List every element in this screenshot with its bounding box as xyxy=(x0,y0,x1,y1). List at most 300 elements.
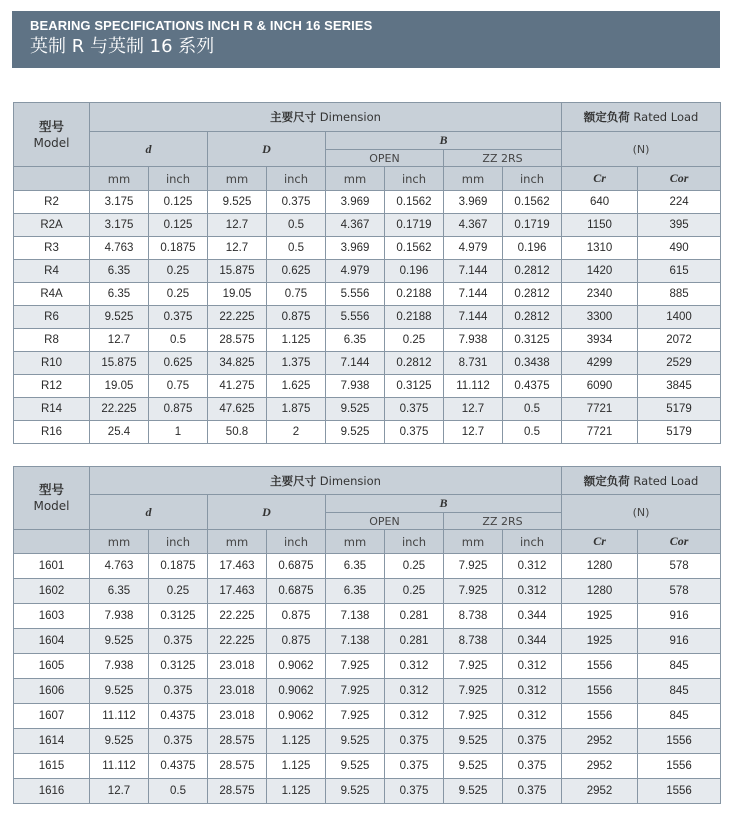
table-cell: 3.969 xyxy=(326,191,385,214)
dimension-label-cn: 主要尺寸 xyxy=(270,473,317,488)
rated-load-header xyxy=(562,103,721,132)
table-cell: 0.25 xyxy=(385,579,444,604)
banner-title-english: BEARING SPECIFICATIONS INCH R & INCH 16 SERIES xyxy=(30,18,373,33)
table-cell: 0.9062 xyxy=(267,704,326,729)
table-cell: 0.25 xyxy=(149,283,208,306)
model-cell: R4A xyxy=(14,283,90,306)
cor-header: Cor xyxy=(638,167,721,191)
table-cell: 3300 xyxy=(562,306,638,329)
table-cell: 1420 xyxy=(562,260,638,283)
table-cell: 5.556 xyxy=(326,306,385,329)
table-cell: 6090 xyxy=(562,375,638,398)
bore-d-header: d xyxy=(90,132,208,167)
table-cell: 12.7 xyxy=(90,329,149,352)
table-cell: 17.463 xyxy=(208,579,267,604)
table-cell: 15.875 xyxy=(90,352,149,375)
table-cell: 7.938 xyxy=(326,375,385,398)
table-cell: 0.625 xyxy=(149,352,208,375)
unit-mm: mm xyxy=(326,167,385,191)
table-cell: 0.312 xyxy=(385,654,444,679)
table-cell: 224 xyxy=(638,191,721,214)
table-cell: 0.625 xyxy=(267,260,326,283)
table-cell: 0.2188 xyxy=(385,306,444,329)
table-cell: 0.2812 xyxy=(385,352,444,375)
table-cell: 0.375 xyxy=(149,306,208,329)
table-cell: 3934 xyxy=(562,329,638,352)
table-cell: 1556 xyxy=(562,704,638,729)
table-cell: 11.112 xyxy=(444,375,503,398)
table-row xyxy=(14,398,721,421)
table-cell: 0.1719 xyxy=(385,214,444,237)
table-cell: 6.35 xyxy=(326,579,385,604)
zz-2rs-header: ZZ 2RS xyxy=(444,513,562,530)
model-label-en: Model xyxy=(33,499,70,513)
table-cell: 34.825 xyxy=(208,352,267,375)
table-cell: 0.875 xyxy=(149,398,208,421)
model-label-cn: 型号 xyxy=(38,118,64,134)
model-cell: 1604 xyxy=(14,629,90,654)
table-cell: 0.3125 xyxy=(149,604,208,629)
table-cell: 9.525 xyxy=(90,729,149,754)
rated-load-label-cn: 额定负荷 xyxy=(583,473,630,488)
model-cell: 1614 xyxy=(14,729,90,754)
unit-spacer xyxy=(14,530,90,554)
table-cell: 0.1562 xyxy=(385,191,444,214)
table-row xyxy=(14,704,721,729)
dimension-header xyxy=(90,467,562,495)
cor-header: Cor xyxy=(638,530,721,554)
table-cell: 5179 xyxy=(638,398,721,421)
table-cell: 9.525 xyxy=(326,421,385,444)
table-cell: 7.925 xyxy=(326,704,385,729)
table-cell: 0.4375 xyxy=(149,704,208,729)
table-cell: 0.5 xyxy=(267,237,326,260)
unit-inch: inch xyxy=(503,167,562,191)
unit-inch: inch xyxy=(149,167,208,191)
table-cell: 2952 xyxy=(562,754,638,779)
table-cell: 9.525 xyxy=(444,779,503,804)
table-row xyxy=(14,554,721,579)
table-cell: 1280 xyxy=(562,554,638,579)
table-row xyxy=(14,191,721,214)
table-cell: 0.125 xyxy=(149,214,208,237)
table-cell: 1925 xyxy=(562,604,638,629)
table-cell: 4.367 xyxy=(444,214,503,237)
table-row xyxy=(14,654,721,679)
table-cell: 0.25 xyxy=(149,260,208,283)
dimension-label-cn: 主要尺寸 xyxy=(270,110,317,124)
table-cell: 0.375 xyxy=(267,191,326,214)
bore-d-header: d xyxy=(90,495,208,530)
table-cell: 0.375 xyxy=(503,754,562,779)
table-cell: 0.3125 xyxy=(385,375,444,398)
table-cell: 0.375 xyxy=(149,629,208,654)
load-unit-header: (N) xyxy=(562,132,721,167)
model-cell: R2 xyxy=(14,191,90,214)
table-cell: 1556 xyxy=(638,754,721,779)
table-cell: 28.575 xyxy=(208,329,267,352)
table-cell: 41.275 xyxy=(208,375,267,398)
table-cell: 4.763 xyxy=(90,237,149,260)
table-cell: 0.281 xyxy=(385,629,444,654)
dimension-label-en: Dimension xyxy=(319,110,381,124)
table-cell: 25.4 xyxy=(90,421,149,444)
load-unit-header: (N) xyxy=(562,495,721,530)
table-cell: 0.375 xyxy=(385,398,444,421)
table-row xyxy=(14,421,721,444)
table-cell: 0.312 xyxy=(503,554,562,579)
table-cell: 7.938 xyxy=(444,329,503,352)
table-cell: 0.2812 xyxy=(503,306,562,329)
table-row xyxy=(14,260,721,283)
table-cell: 2340 xyxy=(562,283,638,306)
table-cell: 23.018 xyxy=(208,679,267,704)
table-cell: 0.1562 xyxy=(503,191,562,214)
open-header: OPEN xyxy=(326,513,444,530)
table-cell: 0.375 xyxy=(385,754,444,779)
r-series-table xyxy=(13,102,721,444)
table-cell: 0.375 xyxy=(385,779,444,804)
table-cell: 6.35 xyxy=(90,260,149,283)
table-cell: 1556 xyxy=(638,779,721,804)
table-cell: 2 xyxy=(267,421,326,444)
table-cell: 845 xyxy=(638,654,721,679)
table-cell: 12.7 xyxy=(444,398,503,421)
table-cell: 9.525 xyxy=(90,306,149,329)
unit-inch: inch xyxy=(149,530,208,554)
table-cell: 12.7 xyxy=(90,779,149,804)
table-cell: 9.525 xyxy=(208,191,267,214)
table-cell: 3.175 xyxy=(90,214,149,237)
table-cell: 2072 xyxy=(638,329,721,352)
table-cell: 0.375 xyxy=(149,729,208,754)
table-row xyxy=(14,237,721,260)
model-cell: R8 xyxy=(14,329,90,352)
table-cell: 0.875 xyxy=(267,629,326,654)
table-cell: 1.625 xyxy=(267,375,326,398)
model-label-cn: 型号 xyxy=(38,482,64,497)
table-cell: 7.144 xyxy=(444,283,503,306)
table-cell: 15.875 xyxy=(208,260,267,283)
table-cell: 0.5 xyxy=(149,779,208,804)
table-cell: 4299 xyxy=(562,352,638,375)
table-cell: 916 xyxy=(638,629,721,654)
table-cell: 0.75 xyxy=(149,375,208,398)
table-cell: 0.1875 xyxy=(149,237,208,260)
table-cell: 7721 xyxy=(562,398,638,421)
table-cell: 9.525 xyxy=(326,779,385,804)
table-cell: 0.1719 xyxy=(503,214,562,237)
model-cell: 1602 xyxy=(14,579,90,604)
model-cell: 1607 xyxy=(14,704,90,729)
banner-title-chinese: 英制 R 与英制 16 系列 xyxy=(30,36,215,57)
table-cell: 9.525 xyxy=(326,398,385,421)
table-cell: 22.225 xyxy=(208,306,267,329)
table-cell: 0.25 xyxy=(149,579,208,604)
table-row xyxy=(14,604,721,629)
dimension-label-en: Dimension xyxy=(319,473,381,488)
model-cell: R14 xyxy=(14,398,90,421)
table-cell: 0.1875 xyxy=(149,554,208,579)
table-cell: 4.763 xyxy=(90,554,149,579)
table-row xyxy=(14,306,721,329)
table-cell: 615 xyxy=(638,260,721,283)
table-cell: 9.525 xyxy=(444,754,503,779)
table-cell: 0.5 xyxy=(503,398,562,421)
table-cell: 0.5 xyxy=(149,329,208,352)
table-cell: 12.7 xyxy=(208,237,267,260)
table-cell: 7.138 xyxy=(326,604,385,629)
table-cell: 7.925 xyxy=(444,704,503,729)
table-cell: 0.1562 xyxy=(385,237,444,260)
table-row xyxy=(14,779,721,804)
table-cell: 1.125 xyxy=(267,754,326,779)
model-label-en: Model xyxy=(33,135,70,150)
model-cell: 1601 xyxy=(14,554,90,579)
16-series-table xyxy=(13,466,721,804)
outer-D-header: D xyxy=(208,495,326,530)
table-cell: 578 xyxy=(638,554,721,579)
table-cell: 7.925 xyxy=(444,654,503,679)
cr-header: Cr xyxy=(562,530,638,554)
table-cell: 1310 xyxy=(562,237,638,260)
table-cell: 7.938 xyxy=(90,604,149,629)
model-header xyxy=(14,103,90,167)
table-cell: 12.7 xyxy=(444,421,503,444)
table-cell: 6.35 xyxy=(90,283,149,306)
table-cell: 0.312 xyxy=(503,579,562,604)
table-cell: 23.018 xyxy=(208,654,267,679)
table-cell: 3.969 xyxy=(444,191,503,214)
table-cell: 1925 xyxy=(562,629,638,654)
table-cell: 0.2188 xyxy=(385,283,444,306)
model-cell: 1603 xyxy=(14,604,90,629)
table-row xyxy=(14,214,721,237)
table-cell: 7.138 xyxy=(326,629,385,654)
table-cell: 47.625 xyxy=(208,398,267,421)
table-row xyxy=(14,754,721,779)
zz-2rs-header: ZZ 2RS xyxy=(444,150,562,167)
table-row xyxy=(14,679,721,704)
outer-D-header: D xyxy=(208,132,326,167)
table-cell: 0.375 xyxy=(503,779,562,804)
table-cell: 0.125 xyxy=(149,191,208,214)
model-cell: R2A xyxy=(14,214,90,237)
table-cell: 8.738 xyxy=(444,604,503,629)
table-cell: 1556 xyxy=(562,679,638,704)
table-cell: 578 xyxy=(638,579,721,604)
model-cell: 1606 xyxy=(14,679,90,704)
table-cell: 0.281 xyxy=(385,604,444,629)
table-cell: 916 xyxy=(638,604,721,629)
table-cell: 0.9062 xyxy=(267,654,326,679)
table-cell: 12.7 xyxy=(208,214,267,237)
table-cell: 0.312 xyxy=(503,679,562,704)
table-cell: 6.35 xyxy=(326,329,385,352)
unit-spacer xyxy=(14,167,90,191)
table-cell: 6.35 xyxy=(90,579,149,604)
rated-load-label-en: Rated Load xyxy=(633,473,699,488)
width-B-header: B xyxy=(326,132,562,150)
rated-load-label-cn: 额定负荷 xyxy=(583,110,630,124)
model-cell: R4 xyxy=(14,260,90,283)
table-cell: 1.875 xyxy=(267,398,326,421)
table-cell: 1280 xyxy=(562,579,638,604)
unit-mm: mm xyxy=(326,530,385,554)
table-cell: 2952 xyxy=(562,729,638,754)
model-cell: 1605 xyxy=(14,654,90,679)
model-header xyxy=(14,467,90,530)
unit-inch: inch xyxy=(385,530,444,554)
table-cell: 11.112 xyxy=(90,754,149,779)
table-cell: 0.3125 xyxy=(149,654,208,679)
table-cell: 1556 xyxy=(638,729,721,754)
model-cell: R3 xyxy=(14,237,90,260)
unit-mm: mm xyxy=(208,530,267,554)
table-cell: 3845 xyxy=(638,375,721,398)
table-cell: 0.375 xyxy=(385,421,444,444)
table-cell: 2952 xyxy=(562,779,638,804)
table-cell: 8.731 xyxy=(444,352,503,375)
table-cell: 0.312 xyxy=(385,679,444,704)
table-cell: 4.979 xyxy=(326,260,385,283)
table-cell: 0.875 xyxy=(267,604,326,629)
table-cell: 1556 xyxy=(562,654,638,679)
table-cell: 0.3125 xyxy=(503,329,562,352)
table-cell: 0.312 xyxy=(503,704,562,729)
table-cell: 4.367 xyxy=(326,214,385,237)
table-cell: 1 xyxy=(149,421,208,444)
r-series-body xyxy=(14,191,721,444)
table-cell: 0.25 xyxy=(385,554,444,579)
table-cell: 9.525 xyxy=(326,754,385,779)
table-cell: 4.979 xyxy=(444,237,503,260)
table-cell: 28.575 xyxy=(208,729,267,754)
model-cell: R6 xyxy=(14,306,90,329)
table-cell: 845 xyxy=(638,704,721,729)
width-B-header: B xyxy=(326,495,562,513)
table-row xyxy=(14,579,721,604)
table-cell: 2529 xyxy=(638,352,721,375)
table-cell: 9.525 xyxy=(444,729,503,754)
table-cell: 0.375 xyxy=(503,729,562,754)
table-cell: 0.196 xyxy=(503,237,562,260)
table-cell: 11.112 xyxy=(90,704,149,729)
table-cell: 0.3438 xyxy=(503,352,562,375)
unit-inch: inch xyxy=(385,167,444,191)
table-cell: 22.225 xyxy=(208,629,267,654)
table-cell: 7.144 xyxy=(444,260,503,283)
table-cell: 9.525 xyxy=(326,729,385,754)
table-row xyxy=(14,729,721,754)
table-row xyxy=(14,352,721,375)
table-cell: 7.144 xyxy=(326,352,385,375)
table-cell: 0.2812 xyxy=(503,283,562,306)
table-cell: 395 xyxy=(638,214,721,237)
model-cell: 1615 xyxy=(14,754,90,779)
table-cell: 885 xyxy=(638,283,721,306)
unit-inch: inch xyxy=(267,530,326,554)
table-cell: 7.938 xyxy=(90,654,149,679)
table-cell: 23.018 xyxy=(208,704,267,729)
table-cell: 1.375 xyxy=(267,352,326,375)
table-cell: 0.344 xyxy=(503,604,562,629)
page-banner xyxy=(12,11,720,68)
table-cell: 19.05 xyxy=(90,375,149,398)
table-cell: 22.225 xyxy=(208,604,267,629)
rated-load-header xyxy=(562,467,721,495)
model-cell: 1616 xyxy=(14,779,90,804)
dimension-header xyxy=(90,103,562,132)
table-cell: 7.925 xyxy=(326,679,385,704)
table-row xyxy=(14,629,721,654)
table-cell: 28.575 xyxy=(208,779,267,804)
table-cell: 0.312 xyxy=(385,704,444,729)
cr-header: Cr xyxy=(562,167,638,191)
table-cell: 9.525 xyxy=(90,629,149,654)
table-cell: 50.8 xyxy=(208,421,267,444)
table-cell: 0.25 xyxy=(385,329,444,352)
16-series-body xyxy=(14,554,721,804)
table-cell: 0.875 xyxy=(267,306,326,329)
unit-inch: inch xyxy=(267,167,326,191)
table-row xyxy=(14,329,721,352)
table-cell: 7721 xyxy=(562,421,638,444)
table-cell: 0.196 xyxy=(385,260,444,283)
table-cell: 0.5 xyxy=(503,421,562,444)
table-cell: 7.925 xyxy=(326,654,385,679)
unit-mm: mm xyxy=(208,167,267,191)
unit-inch: inch xyxy=(503,530,562,554)
table-row xyxy=(14,375,721,398)
table-cell: 1.125 xyxy=(267,729,326,754)
table-cell: 0.9062 xyxy=(267,679,326,704)
table-cell: 0.4375 xyxy=(149,754,208,779)
table-cell: 1400 xyxy=(638,306,721,329)
table-cell: 0.6875 xyxy=(267,554,326,579)
table-cell: 8.738 xyxy=(444,629,503,654)
table-cell: 19.05 xyxy=(208,283,267,306)
table-row xyxy=(14,283,721,306)
table-cell: 490 xyxy=(638,237,721,260)
table-cell: 845 xyxy=(638,679,721,704)
table-cell: 22.225 xyxy=(90,398,149,421)
table-cell: 0.312 xyxy=(503,654,562,679)
table-cell: 0.2812 xyxy=(503,260,562,283)
table-cell: 1.125 xyxy=(267,329,326,352)
table-cell: 1.125 xyxy=(267,779,326,804)
open-header: OPEN xyxy=(326,150,444,167)
table-cell: 0.344 xyxy=(503,629,562,654)
table-cell: 3.175 xyxy=(90,191,149,214)
table-cell: 9.525 xyxy=(90,679,149,704)
model-cell: R12 xyxy=(14,375,90,398)
table-cell: 7.925 xyxy=(444,554,503,579)
table-cell: 640 xyxy=(562,191,638,214)
table-cell: 0.4375 xyxy=(503,375,562,398)
table-cell: 0.375 xyxy=(385,729,444,754)
table-cell: 0.75 xyxy=(267,283,326,306)
model-cell: R10 xyxy=(14,352,90,375)
table-cell: 5.556 xyxy=(326,283,385,306)
table-cell: 5179 xyxy=(638,421,721,444)
rated-load-label-en: Rated Load xyxy=(633,110,699,124)
table-cell: 0.5 xyxy=(267,214,326,237)
unit-mm: mm xyxy=(444,167,503,191)
table-cell: 17.463 xyxy=(208,554,267,579)
unit-mm: mm xyxy=(90,530,149,554)
table-cell: 7.925 xyxy=(444,579,503,604)
